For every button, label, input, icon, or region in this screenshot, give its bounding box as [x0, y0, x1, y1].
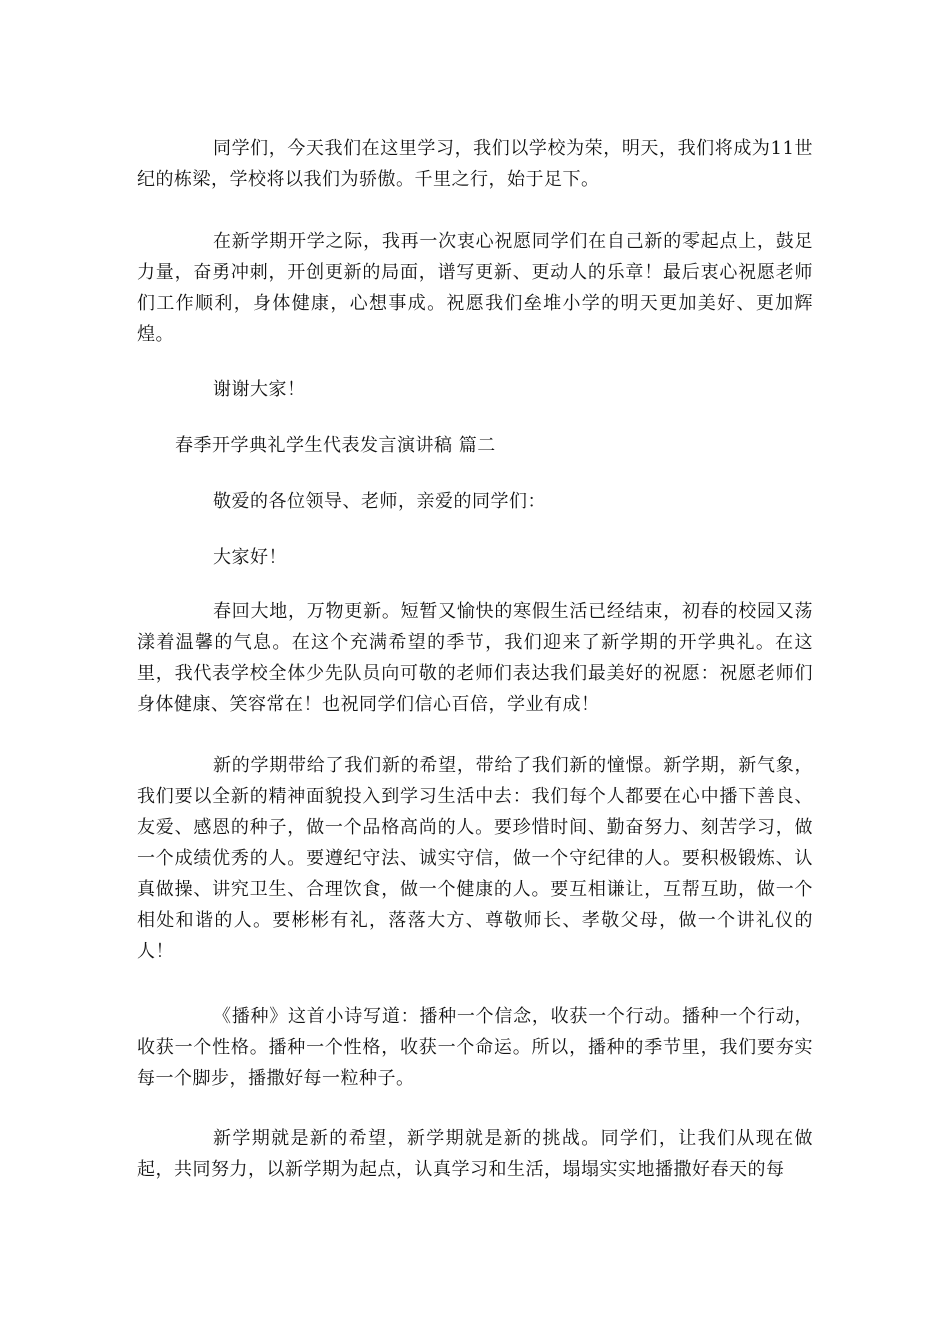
paragraph-spring-opening: 春回大地，万物更新。短暂又愉快的寒假生活已经结束，初春的校园又荡漾着温馨的气息。在这个充满希望的季节，我们迎来了新学期的开学典礼。在这里，我代表学校全体少先队员向可敬的老师们表达我们最美好的祝愿：祝愿老师们身体健康、笑容常在！也祝同学们信心百倍，学业有成！	[137, 601, 813, 715]
section-title: 春季开学典礼学生代表发言演讲稿 篇二	[175, 435, 496, 456]
paragraph-new-challenge: 新学期就是新的希望，新学期就是新的挑战。同学们，让我们从现在做起，共同努力，以新学期为起点，认真学习和生活，塌塌实实地播撒好春天的每	[137, 1128, 813, 1180]
paragraph-new-semester-goals: 新的学期带给了我们新的希望，带给了我们新的憧憬。新学期，新气象，我们要以全新的精神面貌投入到学习生活中去：我们每个人都要在心中播下善良、友爱、感恩的种子，做一个品格高尚的人。要珍惜时间、勤奋努力、刻苦学习，做一个成绩优秀的人。要遵纪守法、诚实守信，做一个守纪律的人。要积极锻炼、认真做操、讲究卫生、合理饮食，做一个健康的人。要互相谦让，互帮互助，做一个相处和谐的人。要彬彬有礼，落落大方、尊敬师长、孝敬父母，做一个讲礼仪的人！	[137, 755, 813, 962]
paragraph-salutation: 敬爱的各位领导、老师，亲爱的同学们：	[213, 491, 546, 512]
paragraph-thanks: 谢谢大家！	[213, 379, 306, 400]
paragraph-closing-hope: 同学们，今天我们在这里学习，我们以学校为荣，明天，我们将成为11世纪的栋梁，学校将以我们为骄傲。千里之行，始于足下。	[137, 138, 813, 190]
paragraph-sowing-poem: 《播种》这首小诗写道：播种一个信念，收获一个行动。播种一个行动，收获一个性格。播种一个性格，收获一个命运。所以，播种的季节里，我们要夯实每一个脚步，播撒好每一粒种子。	[137, 1006, 813, 1089]
paragraph-greeting: 大家好！	[213, 547, 287, 568]
paragraph-closing-wishes: 在新学期开学之际，我再一次衷心祝愿同学们在自己新的零起点上，鼓足力量，奋勇冲刺，开创更新的局面，谱写更新、更动人的乐章！最后衷心祝愿老师们工作顺利，身体健康，心想事成。祝愿我们垒堆小学的明天更加美好、更加辉煌。	[137, 231, 813, 345]
